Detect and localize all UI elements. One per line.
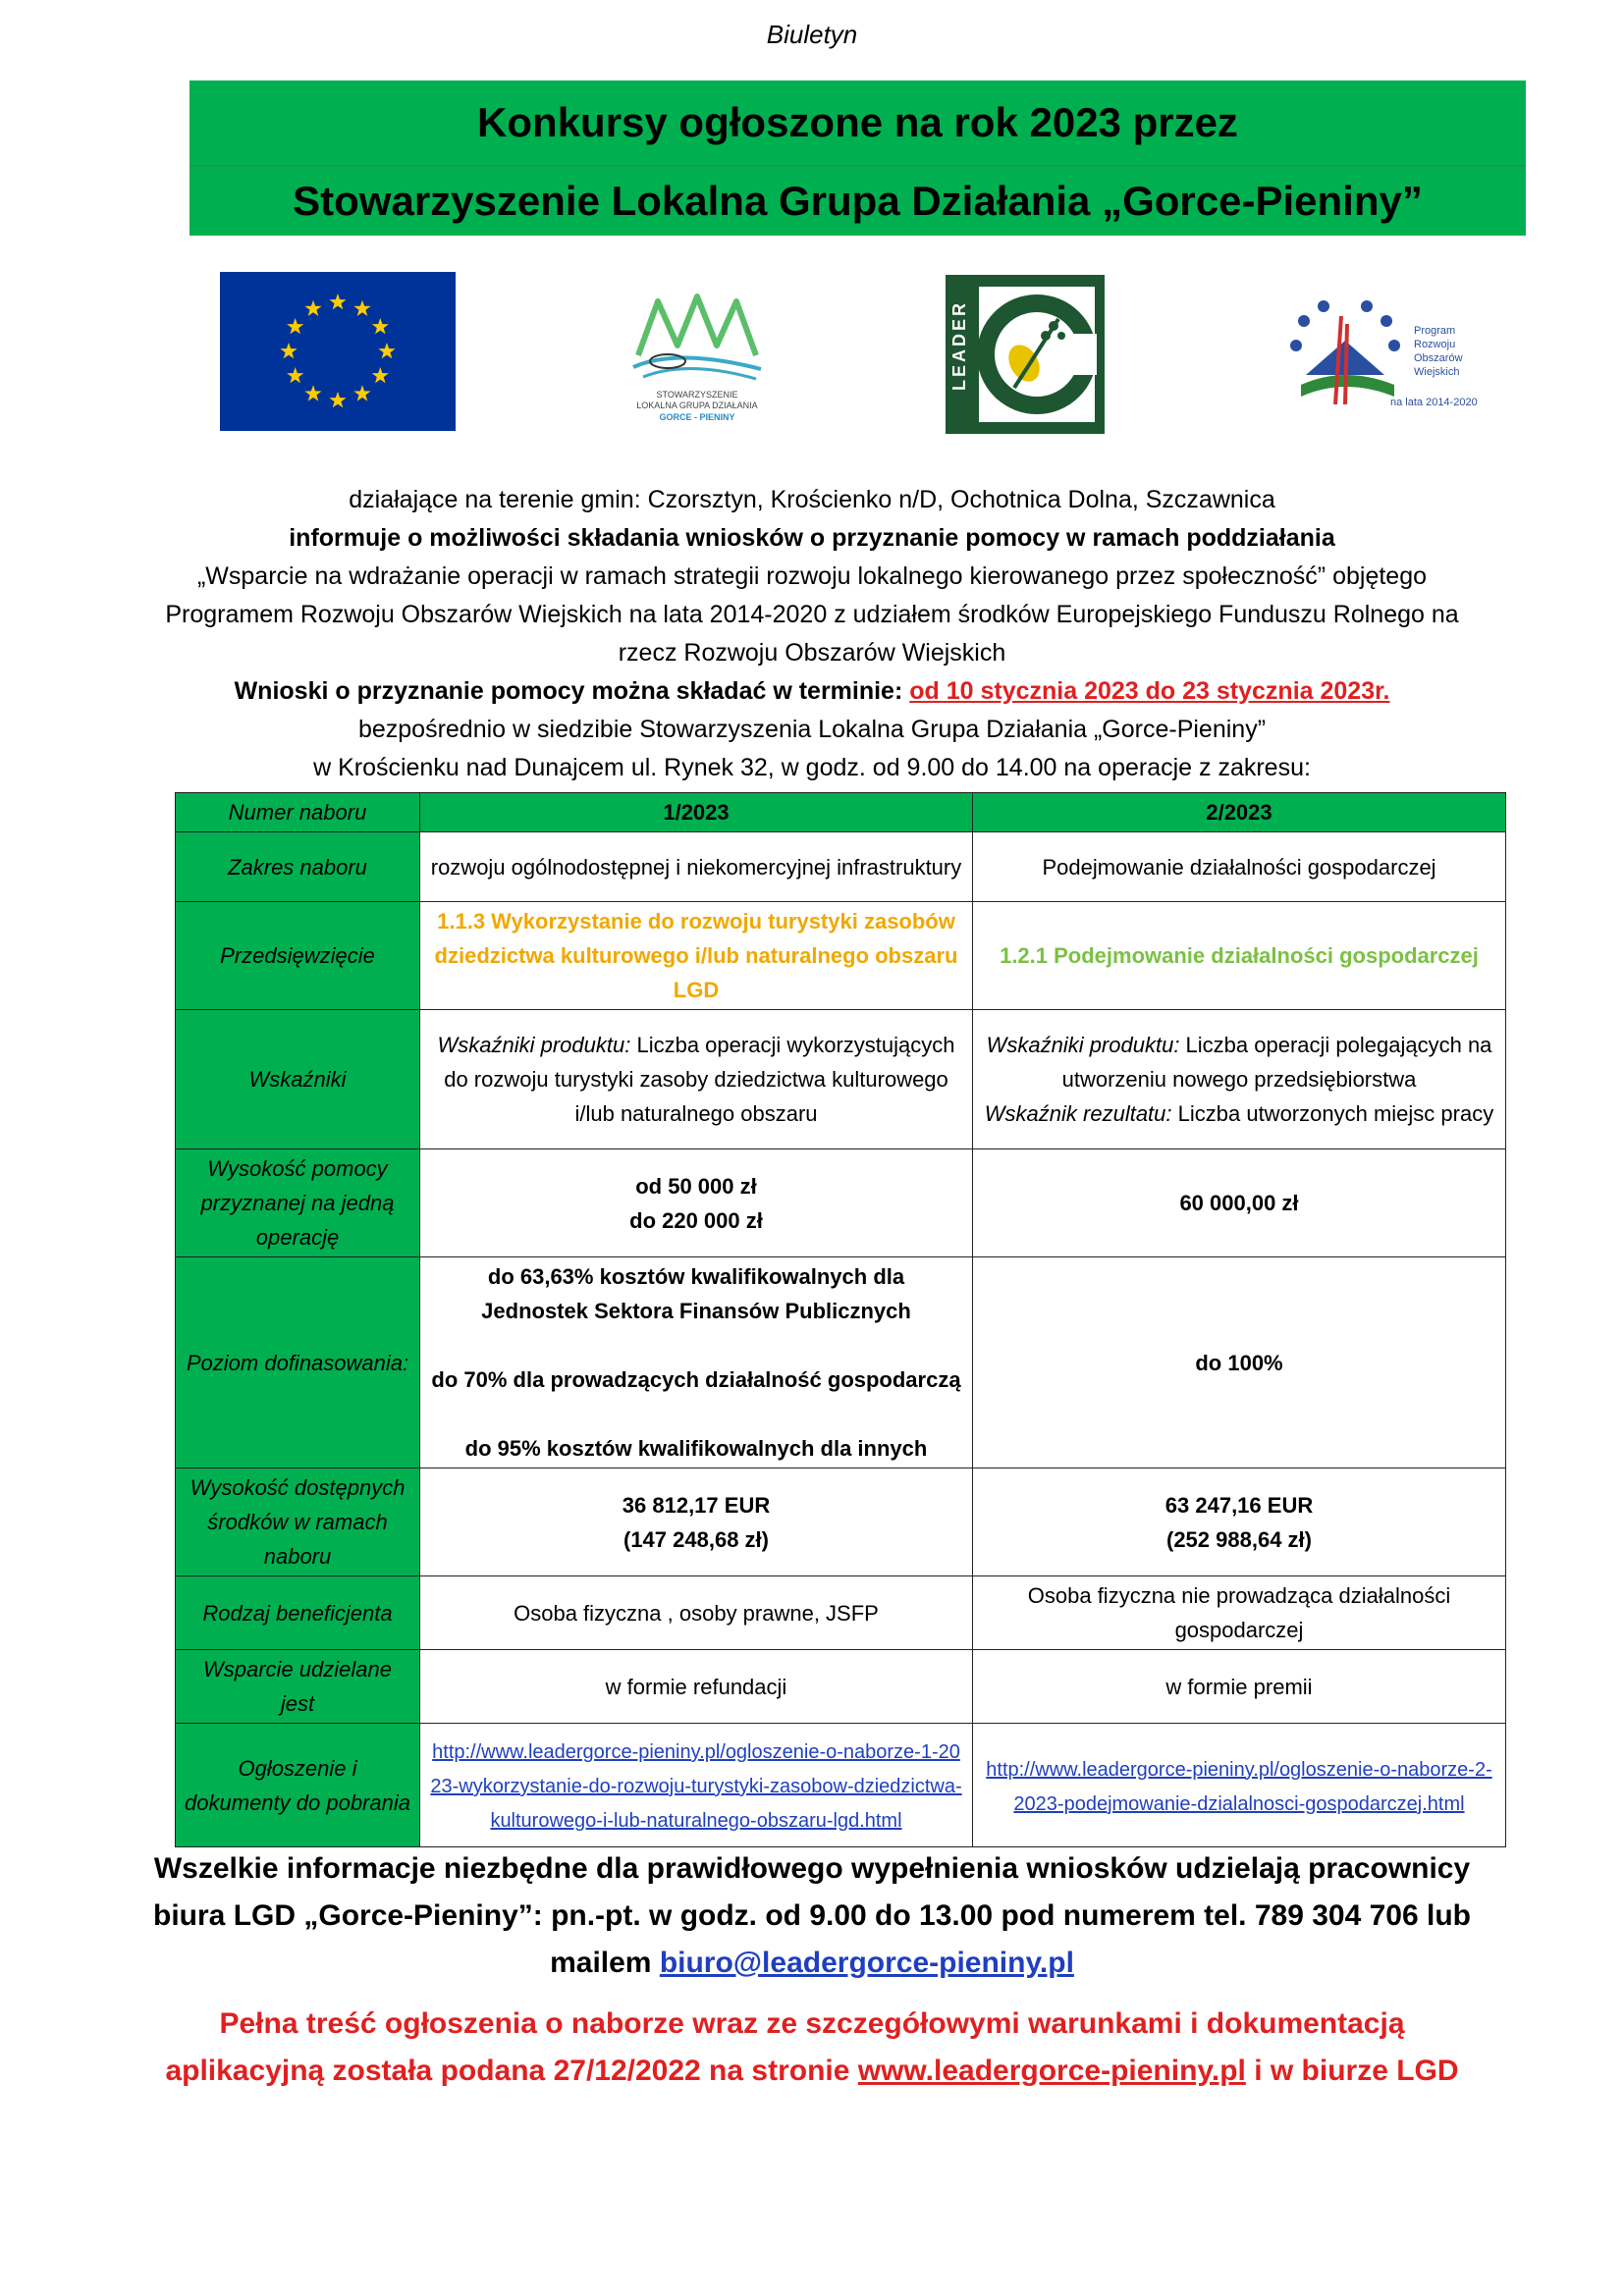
- poziom-jsfp: do 63,63% kosztów kwalifikowalnych dla Jednostek Sektora Finansów Publicznych: [481, 1264, 911, 1323]
- row-label-zakres: Zakres naboru: [176, 832, 420, 902]
- row-label-wsparcie: Wsparcie udzielane jest: [176, 1650, 420, 1724]
- intro-line8: w Krościenku nad Dunajcem ul. Rynek 32, w godz. od 9.00 do 14.00 na operacje z zakresu:: [313, 754, 1311, 781]
- bulletin-label: Biuletyn: [766, 20, 858, 49]
- eu-star-icon: [353, 300, 370, 316]
- website-link[interactable]: www.leadergorce-pieniny.pl: [857, 2055, 1246, 2087]
- eu-star-icon: [304, 385, 321, 400]
- wskazniki-col2-text1: Liczba operacji polegających na utworzeniu nowego przedsiębiorstwa: [1061, 1033, 1492, 1092]
- contact-info-text: Wszelkie informacje niezbędne dla prawidłowego wypełnienia wniosków udzielają pracownicy biura LGD „Gorce-Pieniny”: pn.-pt. w godz. od 9.00 do 13.00 pod numerem tel. 789 304 706 lub mailem: [153, 1852, 1471, 1979]
- prow-text3: Obszarów: [1414, 352, 1463, 364]
- eu-stars-icon: [220, 272, 456, 431]
- mountains-icon: [619, 287, 776, 385]
- wysokosc-pomocy-min: od 50 000 zł: [635, 1173, 757, 1199]
- przedsiewziecie-col2: 1.2.1 Podejmowanie działalności gospodarczej: [973, 902, 1506, 1010]
- przedsiewziecie-col1: 1.1.3 Wykorzystanie do rozwoju turystyki zasobów dziedzictwa kulturowego i/lub naturalnego obszaru LGD: [420, 902, 973, 1010]
- wysokosc-pomocy-max: do 220 000 zł: [629, 1207, 763, 1233]
- wsparcie-col1: w formie refundacji: [420, 1650, 973, 1724]
- row-label-numer: Numer naboru: [176, 793, 420, 832]
- email-link[interactable]: biuro@leadergorce-pieniny.pl: [659, 1947, 1074, 1979]
- deadline-dates: od 10 stycznia 2023 do 23 stycznia 2023r.: [909, 677, 1390, 705]
- row-label-poziom: Poziom dofinasowania:: [176, 1257, 420, 1468]
- wskazniki-col2-label1: Wskaźniki produktu:: [986, 1033, 1180, 1057]
- call-number-1: 1/2023: [420, 793, 973, 832]
- deadline-label: Wnioski o przyznanie pomocy można składać w terminie:: [234, 677, 903, 705]
- table-row: [176, 1149, 1506, 1257]
- prow-text2: Rozwoju: [1414, 339, 1456, 350]
- srodki-col1: [420, 1468, 973, 1576]
- eu-star-icon: [372, 367, 389, 383]
- table-row: [176, 1468, 1506, 1576]
- wskazniki-col1: [420, 1010, 973, 1149]
- lgd-logo-text2: LOKALNA GRUPA DZIAŁANIA: [636, 400, 758, 410]
- row-label-srodki: Wysokość dostępnych środków w ramach naboru: [176, 1468, 420, 1576]
- eu-star-icon: [378, 343, 395, 358]
- table-row: [176, 1724, 1506, 1847]
- contact-info: [147, 1845, 1477, 1987]
- ogloszenie-col1: [420, 1724, 973, 1847]
- row-label-wskazniki: Wskaźniki: [176, 1010, 420, 1149]
- calls-table: [175, 792, 1506, 1847]
- srodki-col2-pln: (252 988,64 zł): [1166, 1526, 1312, 1552]
- wskazniki-col2-label2: Wskaźnik rezultatu:: [984, 1101, 1172, 1126]
- wysokosc-pomocy-col1: [420, 1149, 973, 1257]
- srodki-col2-eur: 63 247,16 EUR: [1164, 1492, 1314, 1518]
- call-number-2: 2/2023: [973, 793, 1506, 832]
- beneficjent-col2: Osoba fizyczna nie prowadząca działalności gospodarczej: [973, 1576, 1506, 1650]
- lgd-logo-text3: GORCE - PIENINY: [659, 412, 735, 422]
- wsparcie-col2: w formie premii: [973, 1650, 1506, 1724]
- beneficjent-col1: Osoba fizyczna , osoby prawne, JSFP: [420, 1576, 973, 1650]
- intro-line4: Programem Rozwoju Obszarów Wiejskich na lata 2014-2020 z udziałem środków Europejskiego Funduszu Rolnego na: [165, 601, 1459, 628]
- row-label-przedsiewziecie: Przedsięwzięcie: [176, 902, 420, 1010]
- leader-emblem-icon: [946, 275, 1105, 434]
- intro-line1: działające na terenie gmin: Czorsztyn, Krościenko n/D, Ochotnica Dolna, Szczawnica: [349, 486, 1275, 513]
- notice-text: Pełna treść ogłoszenia o naborze wraz ze szczegółowymi warunkami i dokumentacją aplikacyjną została podana 27/12/2022 na stronie: [165, 2007, 1405, 2087]
- eu-flag-logo: [220, 272, 456, 431]
- intro-line3: „Wsparcie na wdrażanie operacji w ramach strategii rozwoju lokalnego kierowanego przez społeczność” objętego: [196, 562, 1427, 590]
- eu-star-icon: [372, 318, 389, 334]
- eu-star-icon: [329, 294, 346, 309]
- srodki-col1-pln: (147 248,68 zł): [623, 1526, 769, 1552]
- row-label-wysokosc-pomocy: Wysokość pomocy przyznanej na jedną operację: [176, 1149, 420, 1257]
- srodki-col2: [973, 1468, 1506, 1576]
- poziom-inni: do 95% kosztów kwalifikowalnych dla innych: [464, 1436, 928, 1461]
- lgd-gorce-pieniny-logo: [619, 287, 776, 434]
- table-row: [176, 1010, 1506, 1149]
- call1-announcement-link[interactable]: http://www.leadergorce-pieniny.pl/ogloszenie-o-naborze-1-2023-wykorzystanie-do-rozwoju-turystyki-zasobow-dziedzictwa-kulturowego-i-lub-naturalnego-obszaru-lgd.html: [430, 1741, 962, 1832]
- srodki-col1-eur: 36 812,17 EUR: [622, 1492, 771, 1518]
- table-row: [176, 1576, 1506, 1650]
- table-row: [176, 793, 1506, 832]
- table-row: [176, 832, 1506, 902]
- eu-star-icon: [280, 343, 297, 358]
- prow-text5: na lata 2014-2020: [1390, 397, 1478, 408]
- eu-star-icon: [329, 392, 346, 407]
- wskazniki-col2-text2: Liczba utworzonych miejsc pracy: [1171, 1101, 1494, 1126]
- eu-star-icon: [287, 318, 303, 334]
- poziom-dzialalnosc: do 70% dla prowadzących działalność gospodarczą: [431, 1367, 961, 1392]
- intro-line2: informuje o możliwości składania wniosków o przyznanie pomocy w ramach poddziałania: [289, 524, 1335, 552]
- zakres-col2: Podejmowanie działalności gospodarczej: [973, 832, 1506, 902]
- row-label-ogloszenie: Ogłoszenie i dokumenty do pobrania: [176, 1724, 420, 1847]
- table-row: [176, 1257, 1506, 1468]
- wskazniki-col1-label: Wskaźniki produktu:: [437, 1033, 631, 1057]
- prow-text4: Wiejskich: [1414, 366, 1460, 378]
- notice-info: [147, 2001, 1477, 2095]
- call2-announcement-link[interactable]: http://www.leadergorce-pieniny.pl/ogloszenie-o-naborze-2-2023-podejmowanie-dzialalnosci-gospodarczej.html: [986, 1758, 1492, 1815]
- title-banner-line2: Stowarzyszenie Lokalna Grupa Działania „Gorce-Pieniny”: [189, 165, 1526, 236]
- wskazniki-col1-text: Liczba operacji wykorzystujących do rozwoju turystyki zasoby dziedzictwa kulturowego i/lub naturalnego obszaru: [444, 1033, 955, 1126]
- leader-logo: [946, 275, 1105, 434]
- zakres-col1: rozwoju ogólnodostępnej i niekomercyjnej infrastruktury: [420, 832, 973, 902]
- row-label-beneficjent: Rodzaj beneficjenta: [176, 1576, 420, 1650]
- notice-end: i w biurze LGD: [1245, 2055, 1459, 2087]
- ogloszenie-col2: [973, 1724, 1506, 1847]
- poziom-col2: do 100%: [973, 1257, 1506, 1468]
- prow-logo: [1276, 287, 1502, 424]
- wysokosc-pomocy-col2: 60 000,00 zł: [973, 1149, 1506, 1257]
- table-row: [176, 1650, 1506, 1724]
- lgd-logo-text1: STOWARZYSZENIE: [656, 390, 738, 400]
- eu-star-icon: [304, 300, 321, 316]
- prow-text1: Program: [1414, 325, 1456, 337]
- poziom-col1: [420, 1257, 973, 1468]
- intro-line7: bezpośrednio w siedzibie Stowarzyszenia Lokalna Grupa Działania „Gorce-Pieniny”: [357, 716, 1267, 743]
- table-row: [176, 902, 1506, 1010]
- intro-line6: [157, 672, 1467, 711]
- eu-star-icon: [353, 385, 370, 400]
- wskazniki-col2: [973, 1010, 1506, 1149]
- leader-logo-text: LEADER: [949, 299, 969, 391]
- title-banner-line1: Konkursy ogłoszone na rok 2023 przez: [189, 80, 1526, 165]
- intro-text: [157, 481, 1467, 787]
- eu-star-icon: [287, 367, 303, 383]
- intro-line5: rzecz Rozwoju Obszarów Wiejskich: [618, 639, 1006, 667]
